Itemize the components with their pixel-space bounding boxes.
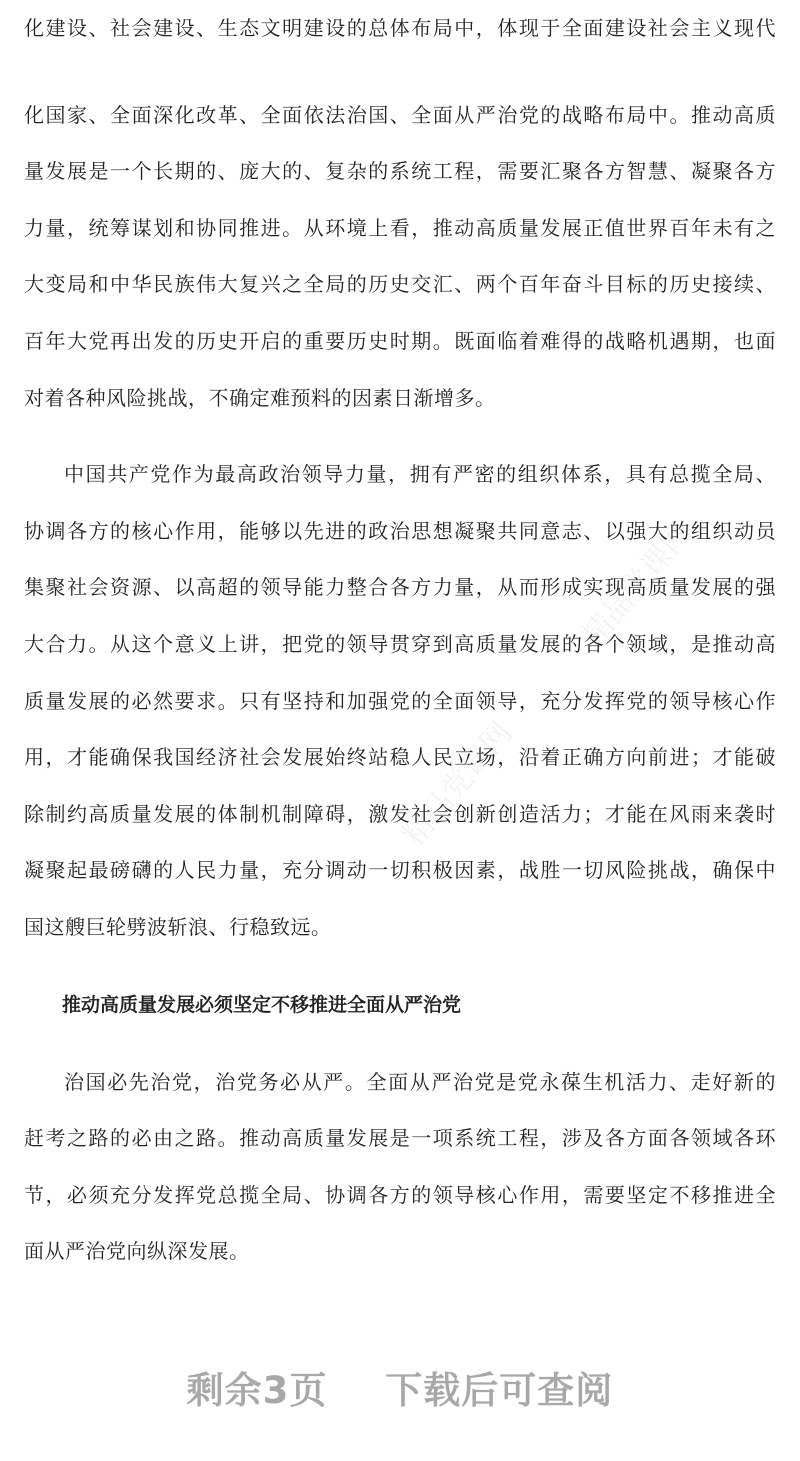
text-line: 质量发展的必然要求。只有坚持和加强党的全面领导，充分发挥党的领导核心作 <box>24 688 776 713</box>
text-line: 协调各方的核心作用，能够以先进的政治思想凝聚共同意志、以强大的组织动员 <box>24 518 776 543</box>
text-line: 治国必先治党，治党务必从严。全面从严治党是党永葆生机活力、走好新的 <box>64 1069 776 1094</box>
text-line: 除制约高质量发展的体制机制障碍，激发社会创新创造活力；才能在风雨来袭时 <box>24 801 776 826</box>
text-line: 量发展是一个长期的、庞大的、复杂的系统工程，需要汇聚各方智慧、凝聚各方 <box>24 159 776 184</box>
text-line: 集聚社会资源、以高超的领导能力整合各方力量，从而形成实现高质量发展的强 <box>24 575 776 600</box>
text-line: 节，必须充分发挥党总揽全局、协调各方的领导核心作用，需要坚定不移推进全 <box>24 1182 776 1207</box>
document-body <box>24 0 776 1280</box>
paragraph-0 <box>24 0 776 57</box>
section-heading: 推动高质量发展必须坚定不移推进全面从严治党 <box>62 993 462 1016</box>
text-line: 面从严治党向纵深发展。 <box>24 1239 250 1264</box>
text-line: 用，才能确保我国经济社会发展始终站稳人民立场，沿着正确方向前进；才能破 <box>24 745 776 770</box>
text-line: 百年大党再出发的历史开启的重要历史时期。既面临着难得的战略机遇期，也面 <box>24 328 776 353</box>
text-line: 大变局和中华民族伟大复兴之全局的历史交汇、两个百年奋斗目标的历史接续、 <box>24 272 776 297</box>
text-line: 中国共产党作为最高政治领导力量，拥有严密的组织体系，具有总揽全局、 <box>64 462 776 487</box>
download-prompt[interactable] <box>0 1360 800 1414</box>
text-line: 赶考之路的必由之路。推动高质量发展是一项系统工程，涉及各方面各领域各环 <box>24 1126 776 1151</box>
download-to-view-label[interactable]: 下载后可查阅 <box>385 1369 614 1412</box>
text-line: 对着各种风险挑战，不确定难预料的因素日渐增多。 <box>24 385 496 410</box>
text-line: 国这艘巨轮劈波斩浪、行稳致远。 <box>24 914 332 939</box>
paragraph-3 <box>24 1054 776 1280</box>
text-line: 大合力。从这个意义上讲，把党的领导贯穿到高质量发展的各个领域，是推动高 <box>24 631 776 656</box>
watermark: 精品党课网 <box>576 515 700 653</box>
text-line: 化国家、全面深化改革、全面依法治国、全面从严治党的战略布局中。推动高质 <box>24 102 776 127</box>
paragraph-2 <box>24 446 776 955</box>
text-line: 凝聚起最磅礴的人民力量，充分调动一切积极因素，战胜一切风险挑战，确保中 <box>24 858 776 883</box>
text-line: 化建设、社会建设、生态文明建设的总体布局中，体现于全面建设社会主义现代 <box>24 16 776 40</box>
watermark: 精品党课网 <box>396 715 520 853</box>
remaining-pages-label: 剩余3页 <box>186 1369 328 1412</box>
paragraph-1 <box>24 87 776 427</box>
text-line: 力量，统筹谋划和协同推进。从环境上看，推动高质量发展正值世界百年未有之 <box>24 215 776 240</box>
